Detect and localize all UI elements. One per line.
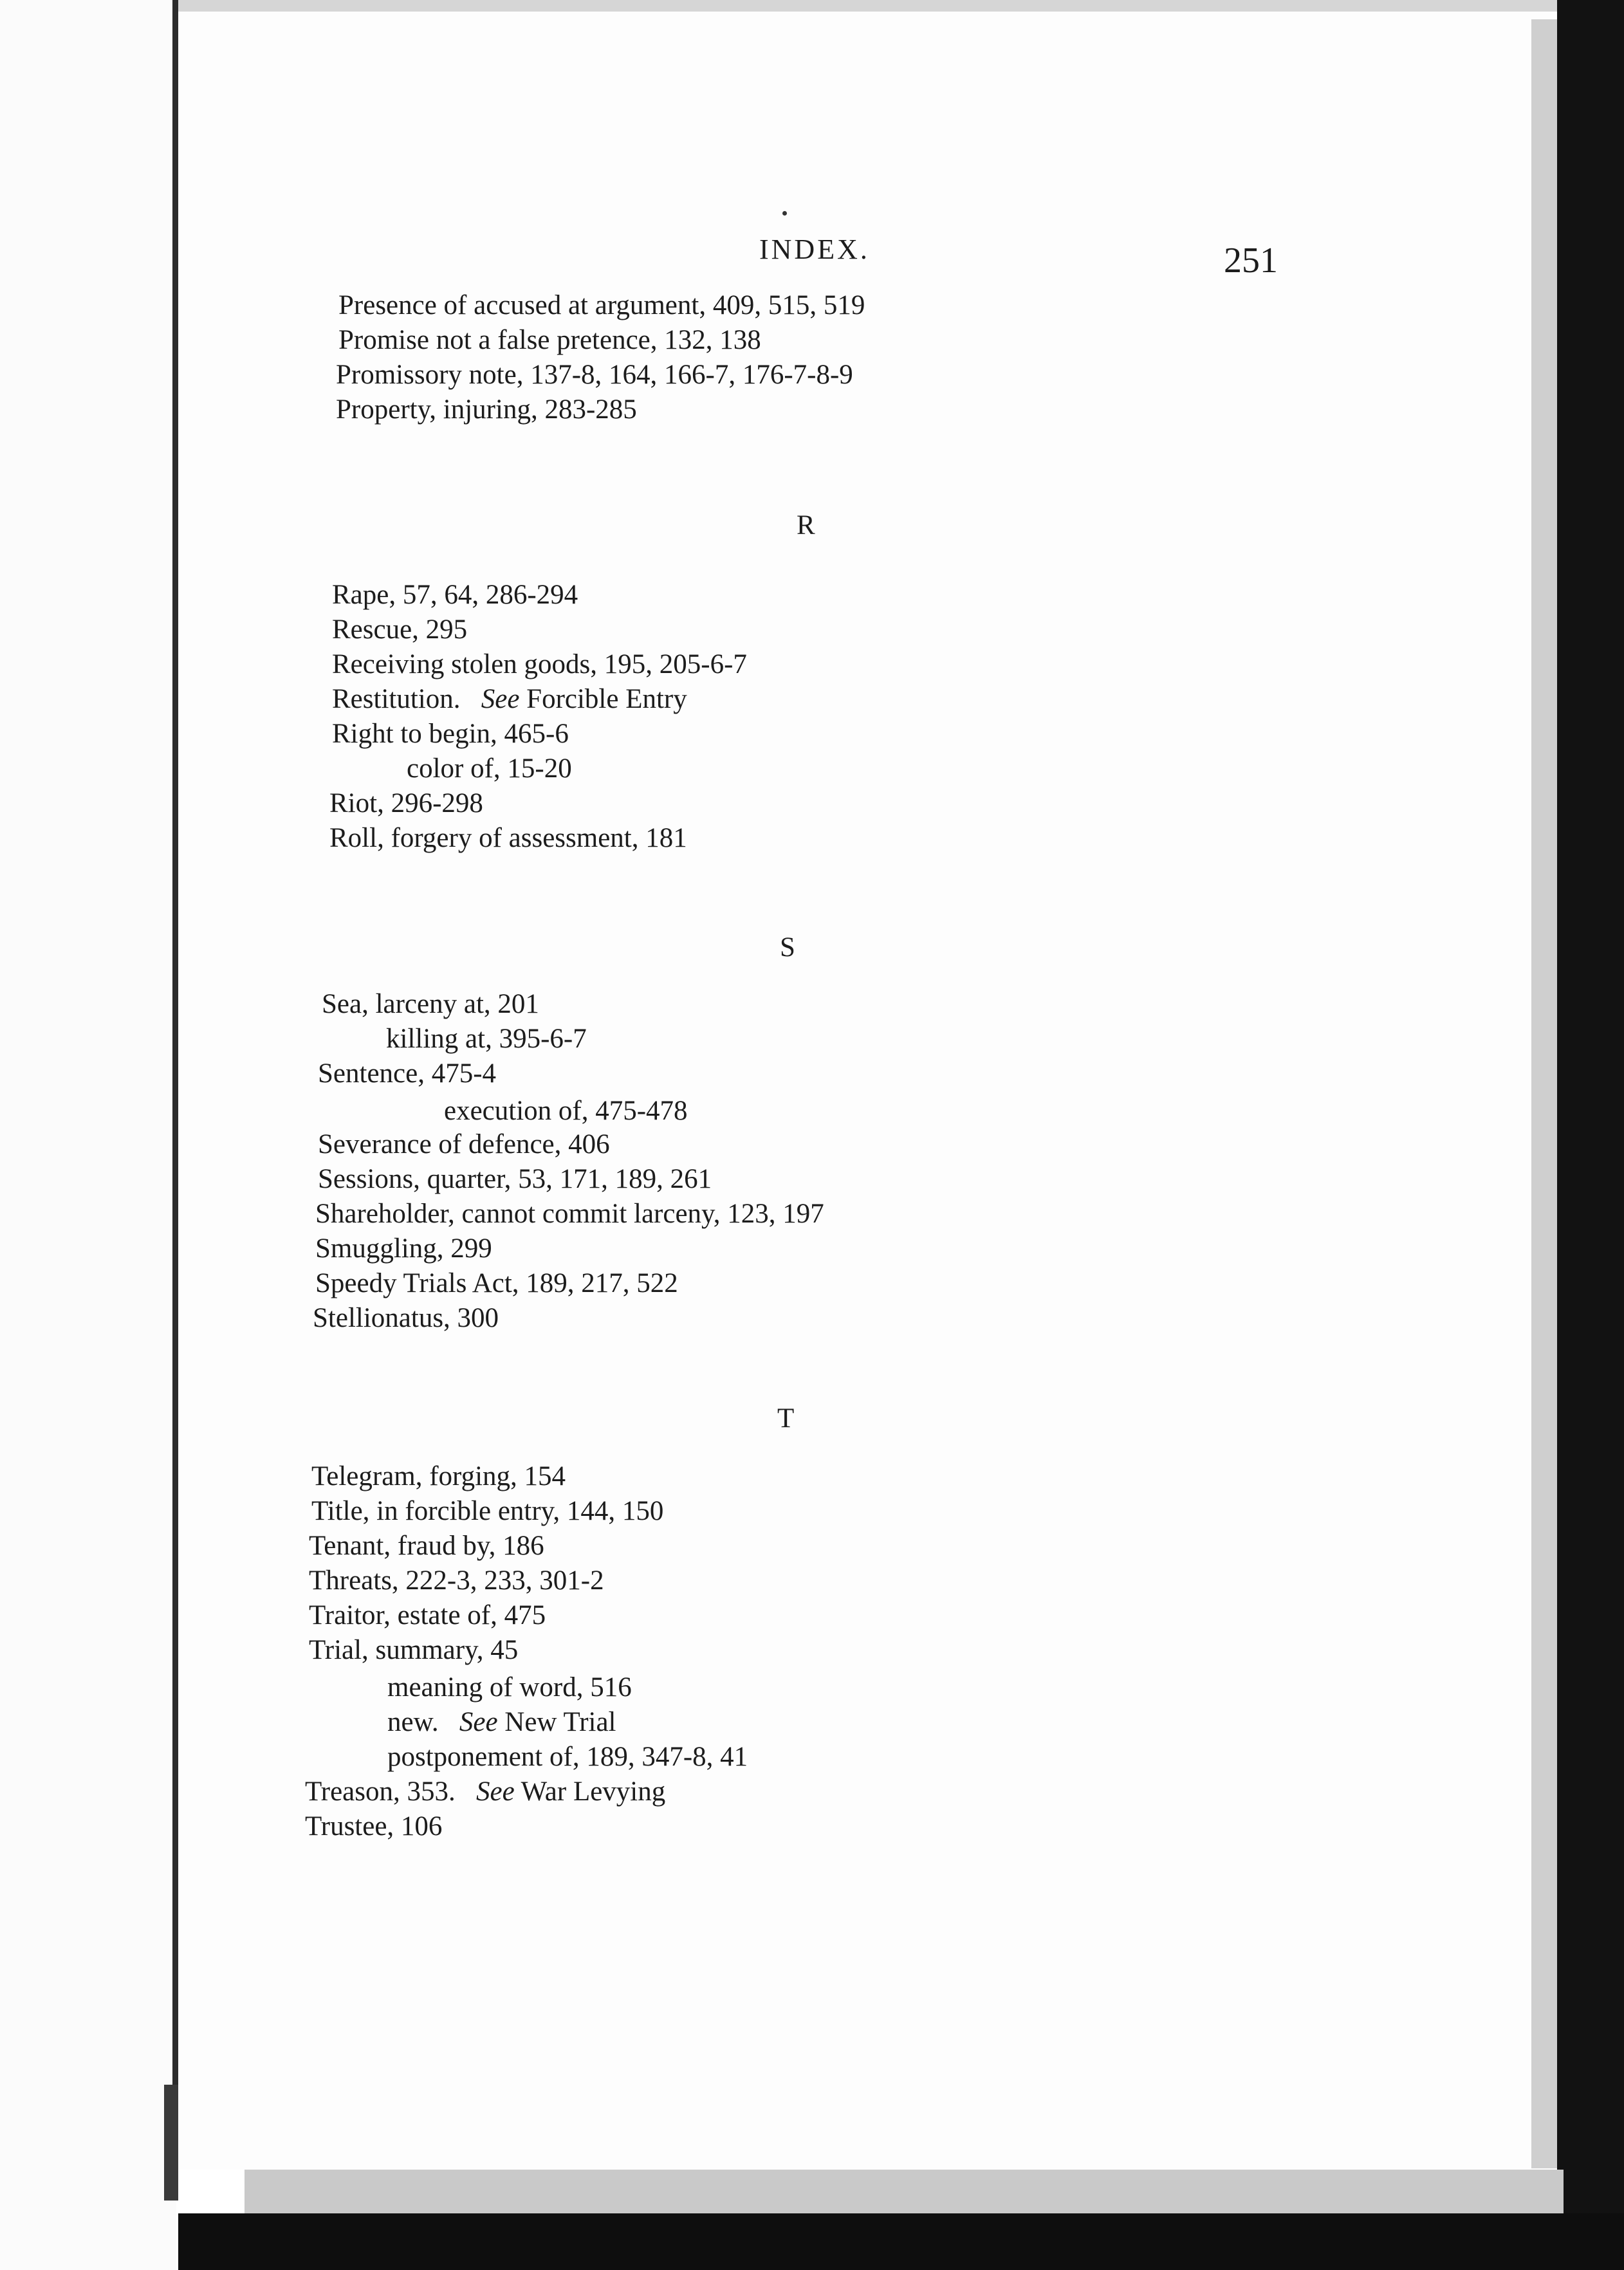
index-subentry: postponement of, 189, 347-8, 41 [387, 1742, 748, 1772]
index-entry: Promise not a false pretence, 132, 138 [338, 325, 761, 355]
index-entry: Stellionatus, 300 [313, 1303, 499, 1333]
index-entry: Telegram, forging, 154 [311, 1461, 566, 1491]
index-subentry: color of, 15-20 [407, 753, 572, 784]
entry-heading: Restitution. [332, 684, 461, 714]
index-entry: Title, in forcible entry, 144, 150 [311, 1496, 664, 1526]
index-entry: Tenant, fraud by, 186 [309, 1531, 544, 1561]
index-entry: Receiving stolen goods, 195, 205-6-7 [332, 649, 747, 679]
section-letter-t: T [777, 1403, 795, 1434]
index-entry-treason [305, 1775, 665, 1809]
index-entry: Riot, 296-298 [329, 788, 483, 818]
index-entry: Roll, forgery of assessment, 181 [329, 823, 687, 853]
index-entry: Sea, larceny at, 201 [322, 989, 539, 1019]
entry-heading: new. [387, 1707, 439, 1737]
running-head: INDEX. [759, 234, 870, 265]
index-entry: Presence of accused at argument, 409, 515, 519 [338, 290, 865, 320]
entry-heading: Treason, 353. [305, 1776, 456, 1807]
index-entry: Promissory note, 137-8, 164, 166-7, 176-7-8-9 [336, 360, 853, 390]
index-entry: Property, injuring, 283-285 [336, 394, 637, 425]
cross-reference: War Levying [521, 1776, 666, 1807]
index-entry: Sessions, quarter, 53, 171, 189, 261 [318, 1164, 712, 1194]
index-entry-restitution [332, 682, 687, 717]
facing-page-edge [0, 0, 176, 2270]
section-letter-s: S [780, 932, 795, 963]
page-bottom-edge [245, 2170, 1564, 2215]
book-spine-lower [164, 2085, 178, 2201]
index-subentry: meaning of word, 516 [387, 1672, 632, 1702]
cross-reference: New Trial [504, 1707, 616, 1737]
index-entry: Right to begin, 465-6 [332, 719, 569, 749]
index-entry: Threats, 222-3, 233, 301-2 [309, 1565, 604, 1596]
index-entry: Trial, summary, 45 [309, 1635, 519, 1665]
index-entry: Rescue, 295 [332, 614, 468, 645]
index-subentry: killing at, 395-6-7 [386, 1024, 587, 1054]
header-dot [782, 211, 787, 216]
see-reference: See [459, 1707, 498, 1737]
scan-border-right [1557, 0, 1624, 2270]
index-entry: Sentence, 475-4 [318, 1058, 497, 1089]
index-entry: Speedy Trials Act, 189, 217, 522 [315, 1268, 678, 1298]
index-entry: Smuggling, 299 [315, 1233, 492, 1264]
page-top-edge [178, 0, 1568, 12]
page-number: 251 [1224, 241, 1278, 281]
index-entry: Rape, 57, 64, 286-294 [332, 580, 578, 610]
cross-reference: Forcible Entry [526, 684, 687, 714]
index-entry: Trustee, 106 [305, 1811, 443, 1841]
index-entry: Shareholder, cannot commit larceny, 123, 197 [315, 1199, 824, 1229]
index-subentry-new [387, 1705, 616, 1740]
section-letter-r: R [797, 510, 815, 540]
index-subentry: execution of, 475-478 [444, 1096, 688, 1126]
scan-border-bottom [178, 2213, 1624, 2270]
book-spine [172, 0, 178, 2188]
see-reference: See [481, 684, 520, 714]
index-entry: Severance of defence, 406 [318, 1129, 610, 1159]
see-reference: See [475, 1776, 515, 1807]
index-entry: Traitor, estate of, 475 [309, 1600, 546, 1630]
